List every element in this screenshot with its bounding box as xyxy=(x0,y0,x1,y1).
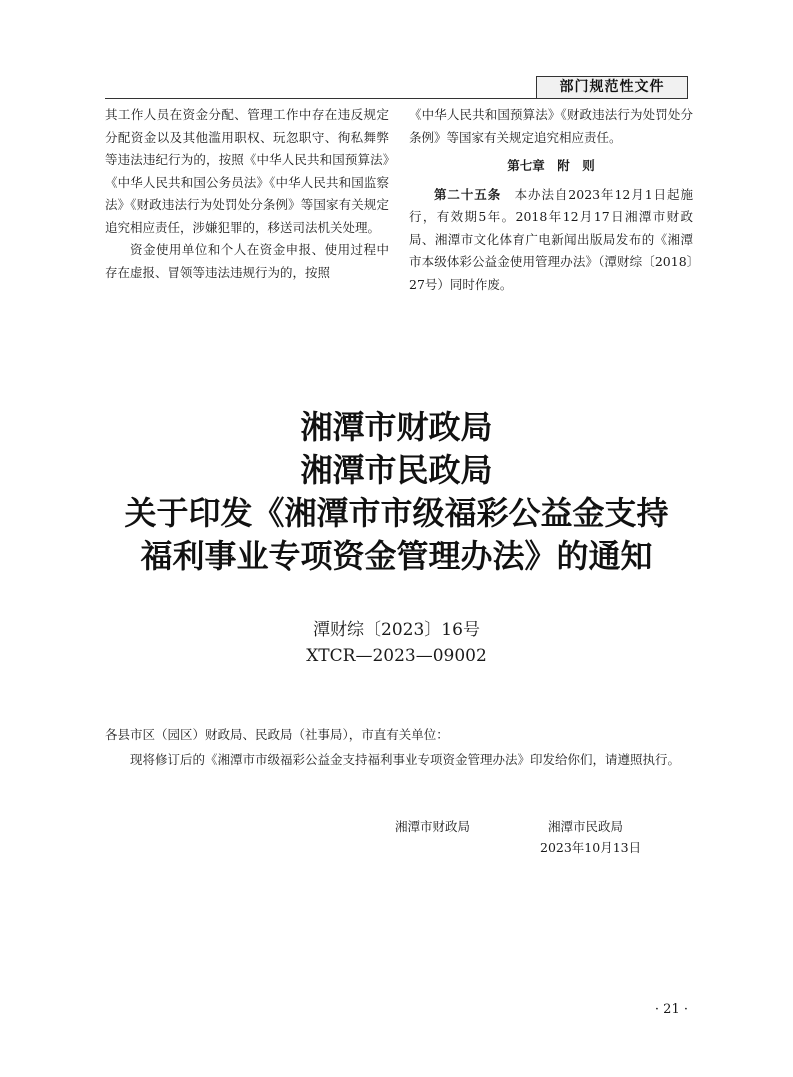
notice-text: 现将修订后的《湘潭市市级福彩公益金支持福利事业专项资金管理办法》印发给你们，请遵照执行。 xyxy=(130,752,681,767)
article-text: 本办法自2023年12月1日起施行，有效期5年。2018年12月17日湘潭市财政局、湘潭市文化体育广电新闻出版局发布的《湘潭市本级体彩公益金使用管理办法》（潭财综〔2018〕27号）同时作废。 xyxy=(409,186,693,292)
page-number: · 21 · xyxy=(654,1002,688,1017)
notice-body xyxy=(105,722,690,772)
salutation: 各县市区（园区）财政局、民政局（社事局），市直有关单位： xyxy=(105,727,449,742)
title-line-4: 福利事业专项资金管理办法》的通知 xyxy=(140,537,653,575)
document-title xyxy=(60,406,733,578)
header-divider xyxy=(105,98,688,99)
article-number: 第二十五条 xyxy=(434,186,502,202)
left-column xyxy=(105,104,389,284)
title-line-1: 湘潭市财政局 xyxy=(300,408,493,446)
left-paragraph-1: 其工作人员在资金分配、管理工作中存在违反规定分配资金以及其他滥用职权、玩忽职守、徇私舞弊等违法违纪行为的，按照《中华人民共和国预算法》《中华人民共和国公务员法》《中华人民共和国监察法》《财政违法行为处罚处分条例》等国家有关规定追究相应责任，涉嫌犯罪的，移送司法机关处理。 xyxy=(105,107,389,235)
document-number xyxy=(0,617,793,669)
signature-date: 2023年10月13日 xyxy=(540,840,642,855)
title-line-3: 关于印发《湘潭市市级福彩公益金支持 xyxy=(124,494,669,532)
left-paragraph-2: 资金使用单位和个人在资金申报、使用过程中存在虚报、冒领等违法违规行为的，按照 xyxy=(105,242,389,280)
chapter-heading: 第七章 附 则 xyxy=(507,158,595,173)
title-line-2: 湘潭市民政局 xyxy=(300,451,493,489)
doc-number-line-1: 潭财综〔2023〕16号 xyxy=(313,620,480,640)
section-tag: 部门规范性文件 xyxy=(536,76,688,99)
doc-number-line-2: XTCR—2023—09002 xyxy=(306,646,487,666)
article-25 xyxy=(409,184,693,297)
right-paragraph-1: 《中华人民共和国预算法》《财政违法行为处罚处分条例》等国家有关规定追究相应责任。 xyxy=(409,107,693,145)
signature-org-2: 湘潭市民政局 xyxy=(548,819,624,834)
right-column xyxy=(409,104,693,296)
signature-org-1: 湘潭市财政局 xyxy=(395,819,471,834)
